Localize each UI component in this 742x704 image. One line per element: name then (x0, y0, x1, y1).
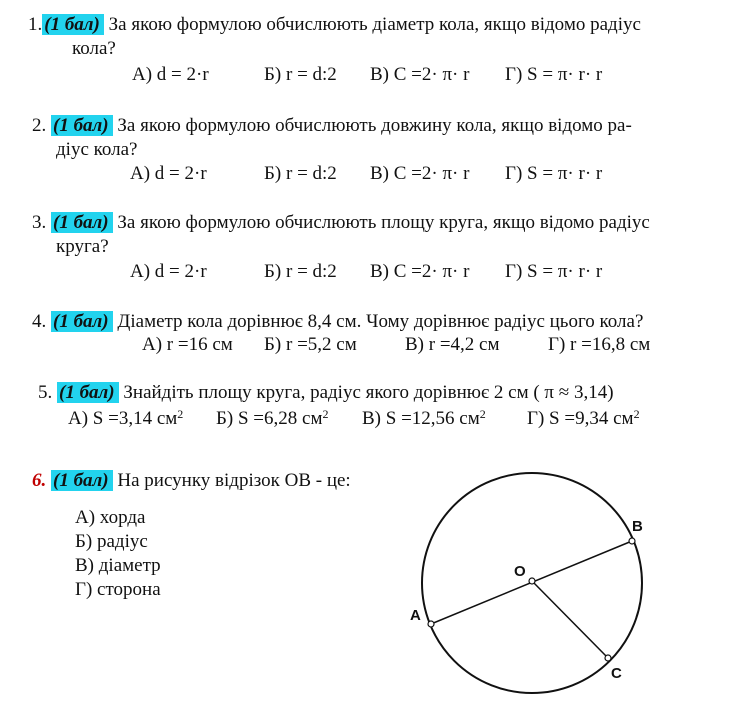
question-text: За якою формулою обчислюють довжину кола, якщо відомо ра- (117, 115, 632, 136)
question-number: 5. (38, 382, 53, 403)
q5-option-d: Г) S =9,34 $см^2$ (527, 407, 640, 429)
q4-option-a: А) r =16 см (142, 334, 233, 355)
q3-option-a: А) d = 2·r (130, 261, 207, 282)
q6-option-a: А) хорда (75, 507, 146, 528)
question-text: На рисунку відрізок ОВ - це: (117, 470, 351, 491)
q4-option-d: Г) r =16,8 см (548, 334, 651, 355)
radius-oc (532, 581, 608, 658)
points-badge: (1 бал) (51, 311, 113, 332)
question-text: Діаметр кола дорівнює 8,4 см. Чому дорівнює радіус цього кола? (117, 311, 644, 332)
q1-option-d: Г) S = π· r· r (505, 64, 603, 85)
points-badge: (1 бал) (51, 212, 113, 233)
points-badge: (1 бал) (42, 14, 104, 35)
points-badge: (1 бал) (51, 470, 113, 491)
q1-option-a: А) d = 2·r (132, 64, 209, 85)
points-badge: (1 бал) (57, 382, 119, 403)
question-number: 1. (28, 14, 43, 35)
label-a: A (410, 607, 421, 624)
q2-option-d: Г) S = π· r· r (505, 163, 603, 184)
q6-option-d: Г) сторона (75, 579, 161, 600)
q4-option-c: В) r =4,2 см (405, 334, 500, 355)
question-number: 3. (32, 212, 47, 233)
q5-option-b: Б) S =6,28 $см^2$ (216, 407, 329, 429)
q2-option-a: А) d = 2·r (130, 163, 207, 184)
q6-option-b: Б) радіус (75, 531, 148, 552)
q4-option-b: Б) r =5,2 см (264, 334, 357, 355)
q5-option-a: А) S =3,14 $см^2$ (68, 407, 184, 429)
question-text: За якою формулою обчислюють площу круга, якщо відомо радіус (117, 212, 650, 233)
point-c (605, 655, 611, 661)
q2-option-c: В) C =2· π· r (370, 163, 470, 184)
question-2-line2: діус кола? (56, 139, 138, 160)
label-c: C (611, 665, 622, 682)
q1-option-c: В) C =2· π· r (370, 64, 470, 85)
point-a (428, 621, 434, 627)
question-number: 2. (32, 115, 47, 136)
q3-option-c: В) C =2· π· r (370, 261, 470, 282)
q2-option-b: Б) r = d:2 (264, 163, 337, 184)
question-number: 6. (32, 470, 47, 491)
question-text: Знайдіть площу круга, радіус якого дорівнює 2 см ( π ≈ 3,14) (123, 382, 614, 403)
q3-option-d: Г) S = π· r· r (505, 261, 603, 282)
question-number: 4. (32, 311, 47, 332)
question-1-line2: кола? (72, 38, 116, 59)
label-o: O (514, 563, 526, 580)
label-b: B (632, 518, 643, 535)
q6-option-c: В) діаметр (75, 555, 161, 576)
q3-option-b: Б) r = d:2 (264, 261, 337, 282)
point-b (629, 538, 635, 544)
q5-option-c: В) S =12,56 $см^2$ (362, 407, 486, 429)
point-o (529, 578, 535, 584)
q1-option-b: Б) r = d:2 (264, 64, 337, 85)
question-text: За якою формулою обчислюють діаметр кола, якщо відомо радіус (108, 14, 641, 35)
points-badge: (1 бал) (51, 115, 113, 136)
question-3-line2: круга? (56, 236, 109, 257)
